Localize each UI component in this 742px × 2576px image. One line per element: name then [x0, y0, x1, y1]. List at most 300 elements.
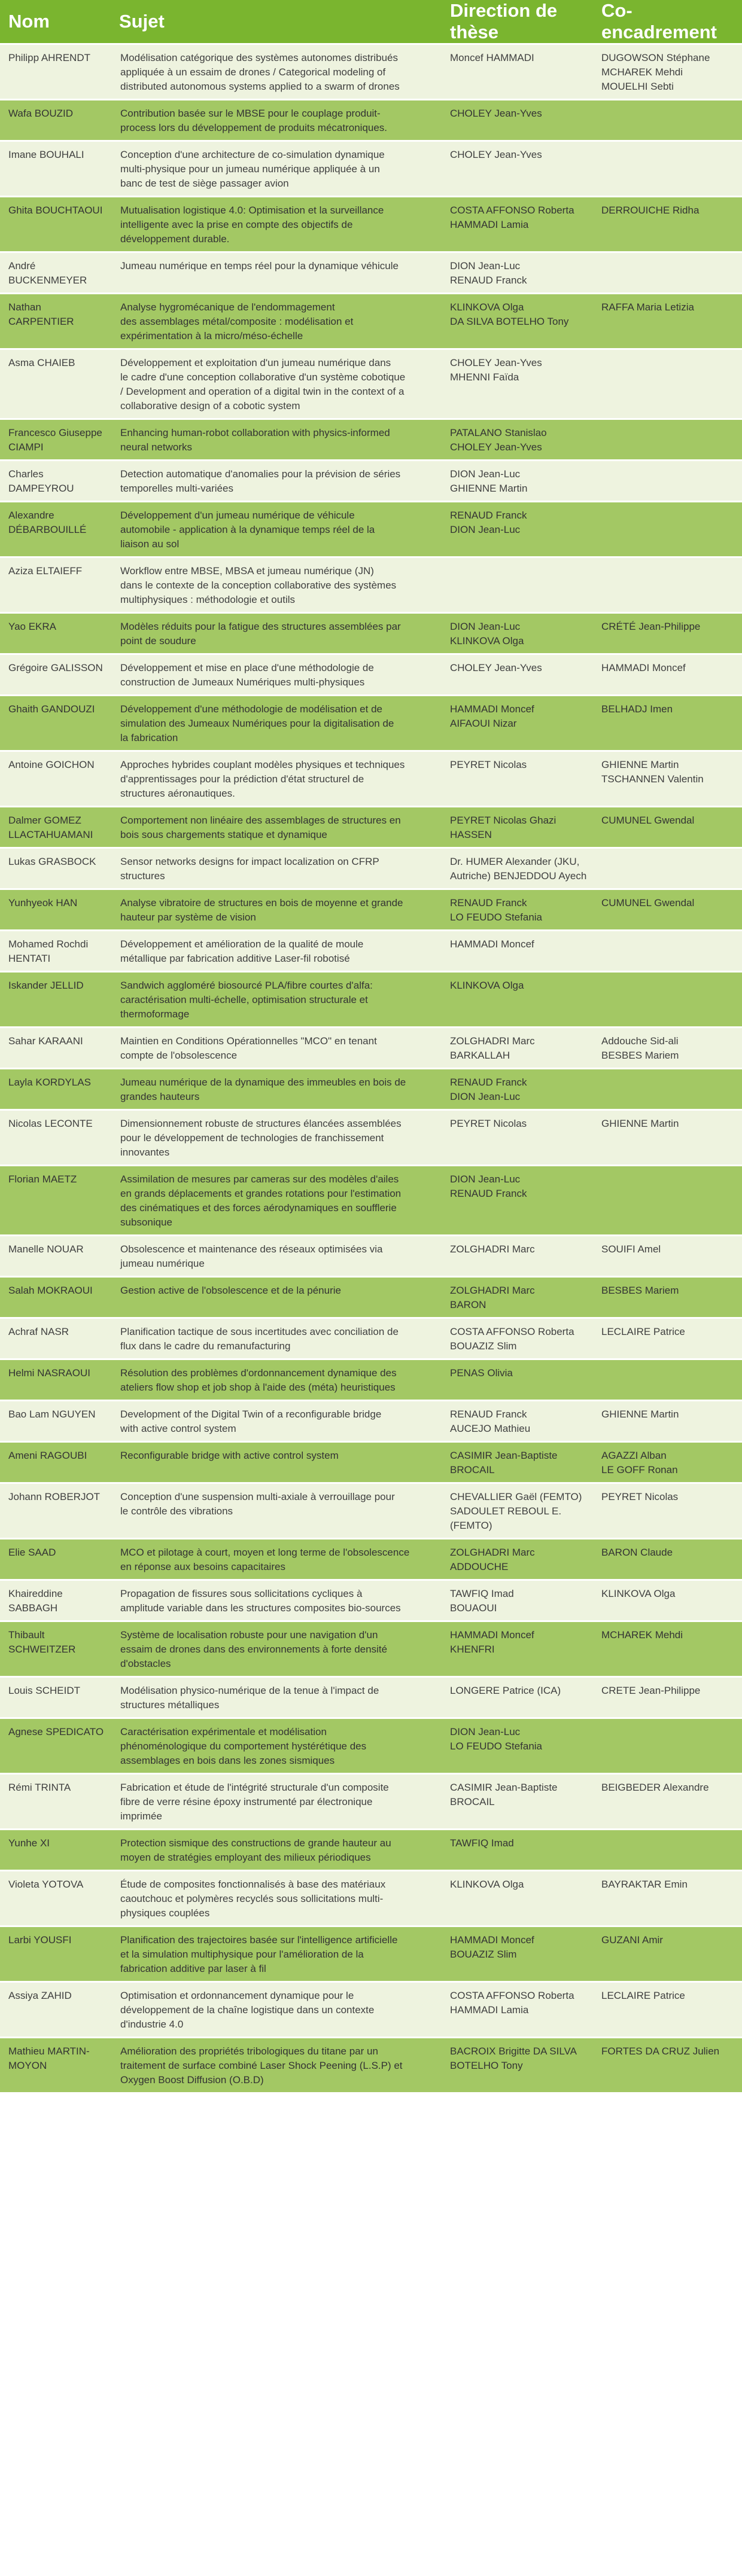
table-body — [0, 45, 742, 2094]
cell-sujet-line: Développement et mise en place d'une méthodologie de — [120, 662, 374, 673]
cell-sujet-line: assemblages en bois dans les zones sismiques — [120, 1755, 335, 1766]
table-row — [0, 696, 742, 752]
cell-direction-line: DION Jean-Luc — [450, 1726, 521, 1737]
cell-coencadrement — [594, 696, 742, 752]
table-row — [0, 1319, 742, 1360]
cell-direction-line: HAMMADI Moncef — [450, 1934, 534, 1946]
cell-nom — [0, 558, 112, 614]
cell-direction-line: HAMMADI Lamia — [450, 2004, 529, 2016]
cell-sujet-line: fabrication additive par laser à fil — [120, 1963, 266, 1974]
cell-sujet — [112, 1111, 443, 1166]
cell-direction — [443, 461, 594, 502]
cell-coencadrement — [594, 1111, 742, 1166]
cell-coencadrement — [594, 1401, 742, 1443]
cell-nom — [0, 1775, 112, 1830]
cell-sujet — [112, 655, 443, 696]
cell-direction-line: DION Jean-Luc — [450, 260, 521, 272]
cell-nom-line: Dalmer GOMEZ — [8, 815, 81, 826]
cell-direction — [443, 1983, 594, 2038]
cell-sujet-line: en grands déplacements et grandes rotations pour l'estimation — [120, 1188, 402, 1199]
cell-sujet-line: fibre de verre résine époxy instrumenté par électronique — [120, 1796, 373, 1807]
cell-sujet-line: Assimilation de mesures par cameras sur des modèles d'ailes — [120, 1173, 399, 1185]
cell-coencadrement — [594, 1360, 742, 1401]
cell-sujet-line: essaim de drones dans des environnements à forte densité — [120, 1644, 388, 1655]
cell-coencadrement — [594, 1166, 742, 1236]
table-row — [0, 558, 742, 614]
table-row — [0, 502, 742, 558]
cell-direction-line: Autriche) BENJEDDOU Ayech — [450, 870, 587, 882]
cell-direction — [443, 849, 594, 890]
cell-coencadrement — [594, 45, 742, 100]
cell-sujet-line: d'apprentissages pour la prédiction d'état structurel de — [120, 773, 364, 785]
cell-sujet — [112, 1069, 443, 1111]
cell-sujet-line: / Development and operation of a digital twin in the context of a — [120, 386, 405, 397]
cell-direction-line: CHOLEY Jean-Yves — [450, 662, 542, 673]
cell-coencadrement-line: PEYRET Nicolas — [601, 1491, 679, 1502]
cell-nom-text: Larbi YOUSFI — [8, 1934, 72, 1946]
cell-sujet — [112, 142, 443, 197]
cell-sujet-line: expérimentation à la micro/méso-échelle — [120, 330, 303, 342]
cell-direction-line: ZOLGHADRI Marc — [450, 1243, 535, 1255]
cell-nom — [0, 294, 112, 350]
cell-direction-line: CASIMIR Jean-Baptiste — [450, 1450, 558, 1461]
cell-direction-line: HAMMADI Moncef — [450, 938, 534, 950]
cell-direction — [443, 1622, 594, 1678]
cell-direction-line: ZOLGHADRI Marc — [450, 1285, 535, 1296]
cell-nom-text: Charles DAMPEYROU — [8, 468, 74, 494]
cell-nom — [0, 1927, 112, 1983]
cell-direction-line: CHOLEY Jean-Yves — [450, 357, 542, 368]
cell-sujet-line: construction de Jumeaux Numériques multi-physiques — [120, 676, 365, 688]
cell-nom-text: Rémi TRINTA — [8, 1782, 71, 1793]
cell-coencadrement — [594, 655, 742, 696]
cell-direction-line: HAMMADI Moncef — [450, 703, 534, 715]
cell-direction-line: HAMMADI Moncef — [450, 1629, 534, 1641]
table-row — [0, 1719, 742, 1775]
cell-coencadrement — [594, 100, 742, 142]
cell-coencadrement-line: GHIENNE Martin — [601, 759, 679, 770]
table-row — [0, 1166, 742, 1236]
cell-nom-text: Nicolas LECONTE — [8, 1118, 93, 1129]
cell-direction-line: DION Jean-Luc — [450, 621, 521, 632]
cell-sujet-line: Fabrication et étude de l'intégrité structurale d'un composite — [120, 1782, 389, 1793]
cell-direction — [443, 696, 594, 752]
table-row — [0, 1360, 742, 1401]
cell-direction-line: CHEVALLIER Gaël (FEMTO) — [450, 1491, 582, 1502]
cell-direction — [443, 253, 594, 294]
cell-sujet — [112, 1278, 443, 1319]
cell-sujet — [112, 1166, 443, 1236]
cell-nom — [0, 461, 112, 502]
cell-nom — [0, 100, 112, 142]
cell-sujet-line: neural networks — [120, 441, 193, 453]
cell-nom — [0, 420, 112, 461]
cell-sujet-line: structures aéronautiques. — [120, 788, 235, 799]
column-header-direction: Direction de thèse — [443, 0, 594, 45]
cell-nom-text: Mathieu MARTIN-MOYON — [8, 2045, 90, 2071]
cell-sujet — [112, 1871, 443, 1927]
cell-coencadrement-line: GUZANI Amir — [601, 1934, 663, 1946]
cell-sujet — [112, 1319, 443, 1360]
cell-sujet-line: Jumeau numérique de la dynamique des immeubles en bois de — [120, 1077, 406, 1088]
table-row — [0, 100, 742, 142]
cell-sujet-line: Maintien en Conditions Opérationnelles "MCO" en tenant — [120, 1035, 377, 1047]
cell-sujet — [112, 1028, 443, 1069]
cell-sujet — [112, 1622, 443, 1678]
cell-direction-line: BOTELHO Tony — [450, 2060, 523, 2071]
cell-nom — [0, 1111, 112, 1166]
cell-coencadrement — [594, 558, 742, 614]
cell-sujet-line: pour le développement de technologies de franchissement — [120, 1132, 384, 1144]
cell-coencadrement — [594, 1983, 742, 2038]
cell-coencadrement-line: Addouche Sid-ali — [601, 1035, 679, 1047]
table-row — [0, 1539, 742, 1581]
cell-nom-text: Johann ROBERJOT — [8, 1491, 101, 1502]
cell-coencadrement — [594, 1622, 742, 1678]
table-row — [0, 253, 742, 294]
cell-sujet-line: Résolution des problèmes d'ordonnancement dynamique des — [120, 1367, 397, 1379]
cell-sujet-line: innovantes — [120, 1147, 170, 1158]
cell-direction-line: BROCAIL — [450, 1464, 495, 1476]
cell-direction — [443, 502, 594, 558]
cell-coencadrement — [594, 614, 742, 655]
cell-coencadrement — [594, 1539, 742, 1581]
table-row — [0, 1983, 742, 2038]
cell-direction-line: BROCAIL — [450, 1796, 495, 1807]
cell-direction-line: DION Jean-Luc — [450, 468, 521, 480]
cell-sujet-line: Detection automatique d'anomalies pour la prévision de séries — [120, 468, 401, 480]
cell-coencadrement-line: RAFFA Maria Letizia — [601, 301, 694, 313]
cell-sujet — [112, 1581, 443, 1622]
cell-sujet — [112, 973, 443, 1028]
table-row — [0, 1830, 742, 1871]
cell-direction-line: RENAUD Franck — [450, 897, 527, 909]
cell-sujet-line: Comportement non linéaire des assemblages de structures en — [120, 815, 401, 826]
cell-sujet-line: Dimensionnement robuste de structures élancées assemblées — [120, 1118, 402, 1129]
cell-sujet-line: la fabrication — [120, 732, 178, 743]
cell-direction-line: PENAS Olivia — [450, 1367, 513, 1379]
cell-sujet — [112, 1360, 443, 1401]
table-row — [0, 890, 742, 931]
cell-coencadrement — [594, 253, 742, 294]
cell-direction-line: COSTA AFFONSO Roberta — [450, 1990, 574, 2001]
cell-sujet-line: imprimée — [120, 1810, 162, 1822]
cell-coencadrement — [594, 807, 742, 849]
cell-nom-line: LLACTAHUAMANI — [8, 829, 93, 840]
cell-sujet-line: physiques couplées — [120, 1907, 210, 1919]
cell-nom-text: Louis SCHEIDT — [8, 1685, 80, 1696]
cell-sujet-line: with active control system — [120, 1423, 236, 1434]
cell-sujet — [112, 931, 443, 973]
cell-sujet-line: MCO et pilotage à court, moyen et long terme de l'obsolescence — [120, 1547, 410, 1558]
cell-nom — [0, 502, 112, 558]
cell-nom — [0, 1871, 112, 1927]
cell-sujet-line: hauteur par système de vision — [120, 911, 256, 923]
cell-direction-line: BARON — [450, 1299, 486, 1310]
cell-sujet-line: phénoménologique du comportement hystérétique des — [120, 1740, 367, 1752]
table-row — [0, 461, 742, 502]
cell-direction-line: BACROIX Brigitte DA SILVA — [450, 2045, 577, 2057]
cell-sujet — [112, 2038, 443, 2094]
cell-direction-line: BOUAZIZ Slim — [450, 1340, 517, 1352]
cell-direction — [443, 1484, 594, 1539]
cell-nom-text: Francesco Giuseppe CIAMPI — [8, 427, 102, 453]
cell-direction-line: CHOLEY Jean-Yves — [450, 441, 542, 453]
cell-sujet-line: Modèles réduits pour la fatigue des structures assemblées par — [120, 621, 401, 632]
cell-nom-text: Bao Lam NGUYEN — [8, 1409, 96, 1420]
cell-direction-line: ZOLGHADRI Marc — [450, 1547, 535, 1558]
cell-nom-text: André BUCKENMEYER — [8, 260, 87, 286]
cell-coencadrement — [594, 1236, 742, 1278]
cell-coencadrement-line: CUMUNEL Gwendal — [601, 897, 695, 909]
cell-direction-line: BARKALLAH — [450, 1050, 510, 1061]
table-row — [0, 1111, 742, 1166]
cell-nom — [0, 1278, 112, 1319]
cell-direction — [443, 655, 594, 696]
table-row — [0, 1678, 742, 1719]
cell-sujet-line: des assemblages métal/composite : modélisation et — [120, 316, 354, 327]
cell-direction-line: CHOLEY Jean-Yves — [450, 108, 542, 119]
cell-sujet-line: Étude de composites fonctionnalisés à base des matériaux — [120, 1879, 386, 1890]
cell-nom-text: Florian MAETZ — [8, 1173, 77, 1185]
table-row — [0, 973, 742, 1028]
cell-sujet-line: Mutualisation logistique 4.0: Optimisation et la surveillance — [120, 205, 384, 216]
cell-coencadrement-line: DERROUICHE Ridha — [601, 205, 700, 216]
cell-direction — [443, 1319, 594, 1360]
cell-sujet-line: Système de localisation robuste pour une navigation d'un — [120, 1629, 378, 1641]
cell-sujet-line: moyen de stratégies employant des milieux périodiques — [120, 1852, 371, 1863]
cell-sujet-line: Oxygen Boost Diffusion (O.B.D) — [120, 2074, 264, 2086]
cell-nom-text: Khaireddine SABBAGH — [8, 1588, 63, 1614]
cell-direction-line: HASSEN — [450, 829, 492, 840]
cell-direction — [443, 931, 594, 973]
cell-coencadrement — [594, 1719, 742, 1775]
cell-nom — [0, 1236, 112, 1278]
table-row — [0, 1443, 742, 1484]
cell-direction — [443, 100, 594, 142]
cell-coencadrement — [594, 142, 742, 197]
column-header-coencadrement: Co-encadrement — [594, 0, 742, 45]
cell-nom-text: Yao EKRA — [8, 621, 57, 632]
cell-sujet — [112, 696, 443, 752]
cell-direction-line: KLINKOVA Olga — [450, 980, 524, 991]
column-header-nom: Nom — [0, 0, 112, 45]
cell-nom — [0, 1443, 112, 1484]
cell-nom-text: Aziza ELTAIEFF — [8, 565, 83, 577]
cell-sujet-line: structures métalliques — [120, 1699, 220, 1711]
cell-sujet-line: bois sous chargements statique et dynamique — [120, 829, 327, 840]
table-row — [0, 752, 742, 807]
cell-nom-text: Yunhyeok HAN — [8, 897, 78, 909]
cell-direction-line: COSTA AFFONSO Roberta — [450, 1326, 574, 1337]
cell-direction-line: PATALANO Stanislao — [450, 427, 547, 438]
cell-sujet-line: structures — [120, 870, 165, 882]
cell-nom-text: Agnese SPEDICATO — [8, 1726, 104, 1737]
cell-direction-line: COSTA AFFONSO Roberta — [450, 205, 574, 216]
cell-nom-text: Nathan CARPENTIER — [8, 301, 74, 327]
cell-sujet — [112, 350, 443, 420]
cell-sujet-line: Contribution basée sur le MBSE pour le couplage produit- — [120, 108, 381, 119]
cell-sujet — [112, 1775, 443, 1830]
cell-sujet-line: subsonique — [120, 1217, 172, 1228]
cell-nom-text: Imane BOUHALI — [8, 149, 84, 160]
cell-coencadrement-line: CRÉTÉ Jean-Philippe — [601, 621, 701, 632]
cell-direction-line: Dr. HUMER Alexander (JKU, — [450, 856, 580, 867]
table-row — [0, 931, 742, 973]
cell-coencadrement — [594, 1927, 742, 1983]
cell-direction — [443, 1401, 594, 1443]
table-row — [0, 1401, 742, 1443]
cell-direction — [443, 890, 594, 931]
cell-sujet-line: métallique par fabrication additive Laser-fil robotisé — [120, 953, 350, 964]
cell-direction — [443, 350, 594, 420]
cell-direction-line: Moncef HAMMADI — [450, 52, 534, 63]
cell-direction-line: DION Jean-Luc — [450, 1173, 521, 1185]
cell-sujet-line: Analyse vibratoire de structures en bois de moyenne et grande — [120, 897, 403, 909]
table-row — [0, 350, 742, 420]
cell-direction — [443, 752, 594, 807]
cell-direction-line: TAWFIQ Imad — [450, 1588, 514, 1599]
cell-sujet-line: dans le contexte de la conception collaborative des systèmes — [120, 580, 397, 591]
table-row — [0, 294, 742, 350]
cell-sujet-line: développement durable. — [120, 233, 230, 245]
cell-nom — [0, 1539, 112, 1581]
cell-coencadrement-line: KLINKOVA Olga — [601, 1588, 676, 1599]
table-row — [0, 45, 742, 100]
cell-nom-text: Yunhe XI — [8, 1837, 50, 1849]
cell-direction-line: RENAUD Franck — [450, 1188, 527, 1199]
cell-coencadrement — [594, 1581, 742, 1622]
cell-coencadrement — [594, 890, 742, 931]
table-header — [0, 0, 742, 45]
cell-sujet-line: Caractérisation expérimentale et modélisation — [120, 1726, 327, 1737]
cell-nom — [0, 1830, 112, 1871]
cell-sujet-line: temporelles multi-variées — [120, 483, 233, 494]
cell-nom-text: Ameni RAGOUBI — [8, 1450, 87, 1461]
cell-sujet-line: Développement d'une méthodologie de modélisation et de — [120, 703, 382, 715]
cell-nom-text: Violeta YOTOVA — [8, 1879, 84, 1890]
cell-sujet-line: d'industrie 4.0 — [120, 2019, 184, 2030]
table-row — [0, 1278, 742, 1319]
cell-sujet-line: Développement et amélioration de la qualité de moule — [120, 938, 364, 950]
cell-direction-line: DION Jean-Luc — [450, 524, 521, 535]
cell-nom-text: Wafa BOUZID — [8, 108, 73, 119]
cell-sujet-line: le contrôle des vibrations — [120, 1505, 233, 1517]
cell-sujet — [112, 890, 443, 931]
cell-nom — [0, 1678, 112, 1719]
cell-sujet-line: caractérisation multi-échelle, optimisation structurale et — [120, 994, 368, 1005]
cell-direction — [443, 1830, 594, 1871]
cell-nom — [0, 1983, 112, 2038]
cell-sujet-line: des cinématiques et des forces aérodynamiques en soufflerie — [120, 1202, 397, 1214]
cell-nom-text: Grégoire GALISSON — [8, 662, 103, 673]
cell-sujet — [112, 1401, 443, 1443]
cell-nom — [0, 1028, 112, 1069]
cell-direction-line: RENAUD Franck — [450, 1409, 527, 1420]
table-row — [0, 1871, 742, 1927]
cell-sujet-line: le cadre d'une conception collaborative d'un système cobotique — [120, 371, 406, 383]
cell-sujet — [112, 1484, 443, 1539]
cell-direction-line: KLINKOVA Olga — [450, 1879, 524, 1890]
cell-direction — [443, 1278, 594, 1319]
cell-direction-line: RENAUD Franck — [450, 510, 527, 521]
cell-nom-text: Manelle NOUAR — [8, 1243, 84, 1255]
cell-sujet-line: amplitude variable dans les structures composites bio-sources — [120, 1602, 401, 1614]
cell-direction — [443, 1028, 594, 1069]
cell-nom-text: Salah MOKRAOUI — [8, 1285, 93, 1296]
cell-direction-line: LONGERE Patrice (ICA) — [450, 1685, 561, 1696]
cell-sujet-line: jumeau numérique — [120, 1258, 205, 1269]
column-header-sujet: Sujet — [112, 0, 443, 45]
table-row — [0, 1581, 742, 1622]
cell-nom-text: Asma CHAIEB — [8, 357, 75, 368]
table-row — [0, 197, 742, 253]
cell-direction-line: LO FEUDO Stefania — [450, 911, 543, 923]
cell-sujet-line: Développement d'un jumeau numérique de véhicule — [120, 510, 355, 521]
cell-nom-text: Sahar KARAANI — [8, 1035, 83, 1047]
cell-nom-text: Mohamed Rochdi HENTATI — [8, 938, 89, 964]
cell-sujet-line: Sandwich aggloméré biosourcé PLA/fibre courtes d'alfa: — [120, 980, 373, 991]
cell-nom — [0, 614, 112, 655]
cell-coencadrement — [594, 1830, 742, 1871]
cell-nom — [0, 1401, 112, 1443]
cell-coencadrement-line: LECLAIRE Patrice — [601, 1326, 685, 1337]
cell-coencadrement-line: BEIGBEDER Alexandre — [601, 1782, 709, 1793]
cell-direction — [443, 1069, 594, 1111]
cell-sujet — [112, 1927, 443, 1983]
cell-direction-line: AUCEJO Mathieu — [450, 1423, 531, 1434]
cell-sujet-line: multiphysiques : méthodologie et outils — [120, 594, 295, 605]
cell-nom — [0, 253, 112, 294]
cell-nom — [0, 849, 112, 890]
cell-nom — [0, 973, 112, 1028]
cell-direction-line: CHOLEY Jean-Yves — [450, 149, 542, 160]
cell-coencadrement-line: TSCHANNEN Valentin — [601, 773, 704, 785]
cell-nom-text: Ghita BOUCHTAOUI — [8, 205, 103, 216]
cell-coencadrement-line: BESBES Mariem — [601, 1285, 679, 1296]
cell-sujet — [112, 614, 443, 655]
cell-nom — [0, 1581, 112, 1622]
cell-coencadrement — [594, 931, 742, 973]
cell-nom — [0, 1622, 112, 1678]
cell-nom-text: Helmi NASRAOUI — [8, 1367, 90, 1379]
cell-coencadrement-line: MCHAREK Mehdi — [601, 66, 683, 78]
cell-sujet — [112, 1719, 443, 1775]
table-row — [0, 142, 742, 197]
cell-sujet-line: caoutchouc et polymères recyclés sous sollicitations multi- — [120, 1893, 384, 1904]
cell-direction-line: TAWFIQ Imad — [450, 1837, 514, 1849]
cell-nom-text: Elie SAAD — [8, 1547, 56, 1558]
cell-direction — [443, 1678, 594, 1719]
cell-direction — [443, 558, 594, 614]
cell-nom — [0, 752, 112, 807]
cell-coencadrement-line: AGAZZI Alban — [601, 1450, 667, 1461]
cell-coencadrement — [594, 1775, 742, 1830]
cell-sujet-line: compte de l'obsolescence — [120, 1050, 238, 1061]
cell-nom-text: Ghaith GANDOUZI — [8, 703, 95, 715]
cell-coencadrement-line: BELHADJ Imen — [601, 703, 673, 715]
cell-sujet — [112, 1236, 443, 1278]
cell-sujet-line: Modélisation catégorique des systèmes autonomes distribués — [120, 52, 398, 63]
cell-coencadrement — [594, 849, 742, 890]
cell-coencadrement — [594, 2038, 742, 2094]
cell-sujet — [112, 461, 443, 502]
cell-sujet-line: Développement et exploitation d'un jumeau numérique dans — [120, 357, 391, 368]
cell-direction — [443, 1111, 594, 1166]
cell-nom-text: Lukas GRASBOCK — [8, 856, 96, 867]
cell-sujet-line: d'obstacles — [120, 1658, 171, 1669]
cell-sujet-line: développement de la chaîne logistique dans un contexte — [120, 2004, 375, 2016]
